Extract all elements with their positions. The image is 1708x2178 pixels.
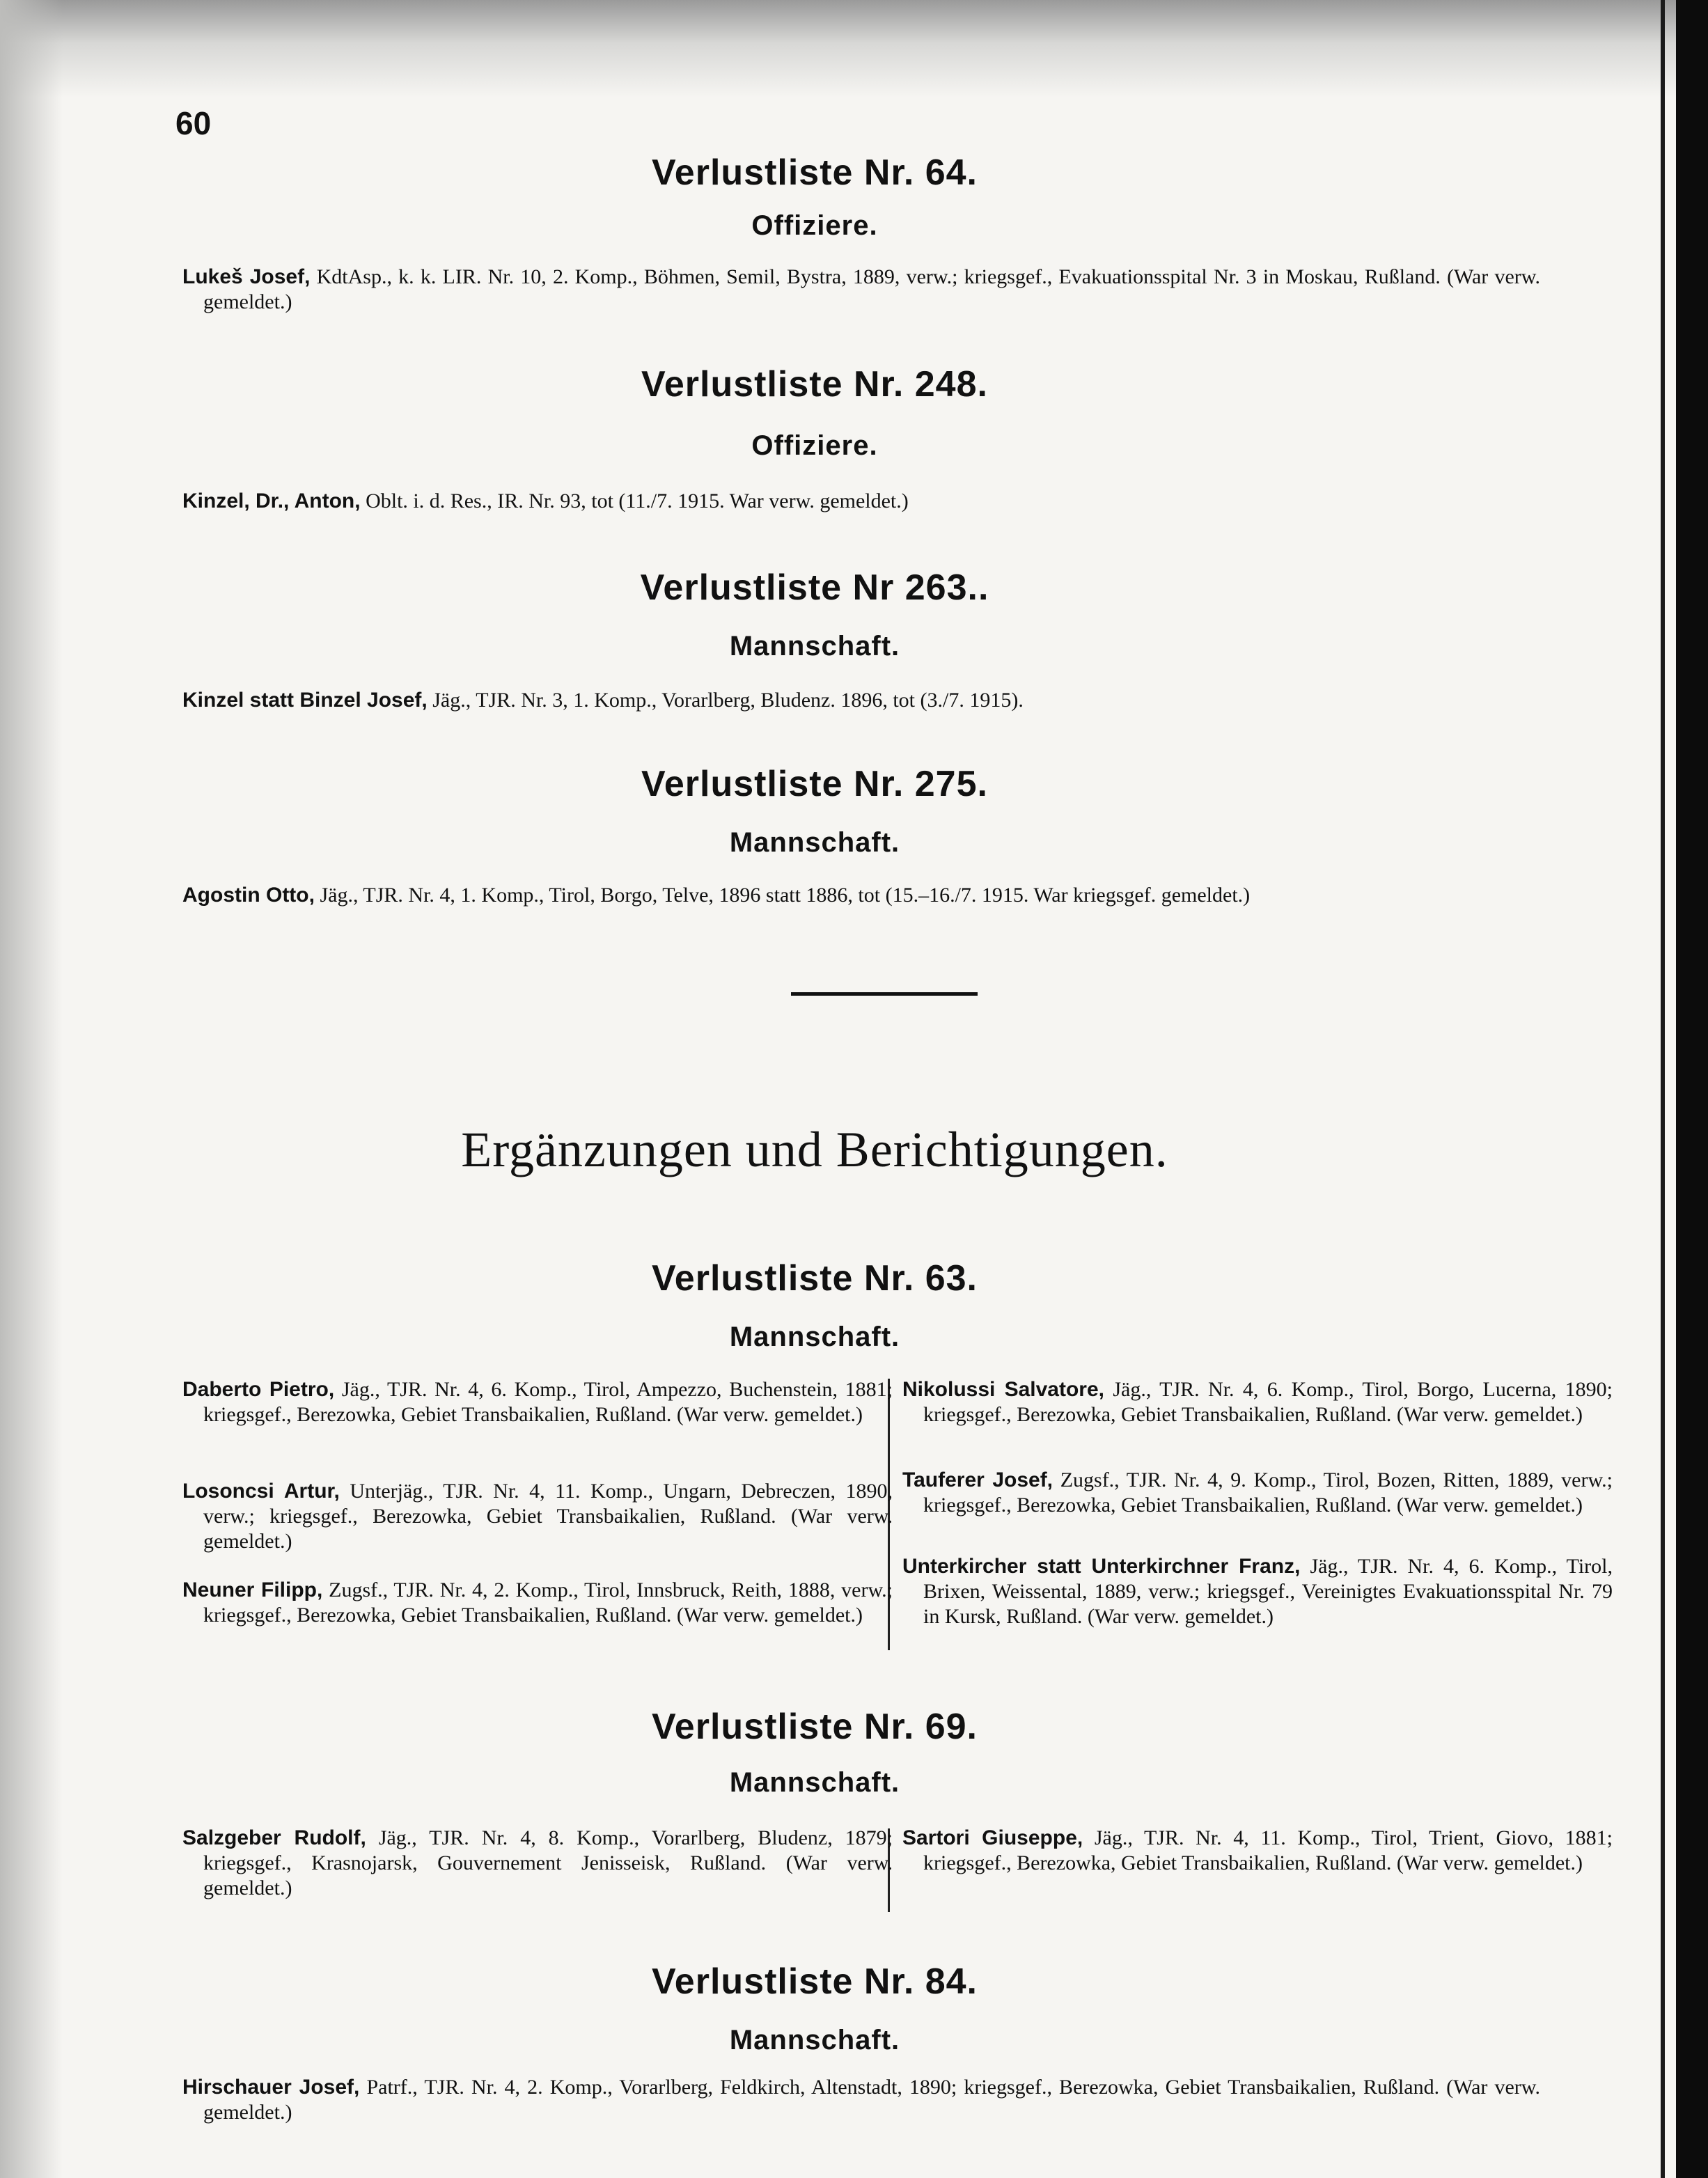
page-number: 60 (175, 105, 212, 141)
entry-text: KdtAsp., k. k. LIR. Nr. 10, 2. Komp., Böhmen, Semil, Bystra, 1889, verw.; kriegsgef., Evakuationsspital Nr. 3 in Moskau, Rußland. (War verw. gemeldet.) (203, 265, 1540, 313)
entry-name: Daberto Pietro, (182, 1378, 335, 1401)
right-margin-rule (1661, 0, 1665, 2178)
entry-name: Neuner Filipp, (182, 1578, 323, 1601)
entry-name: Losoncsi Artur, (182, 1480, 340, 1503)
section-heading: Verlustliste Nr. 64. (651, 152, 978, 193)
entry-text: Jäg., TJR. Nr. 4, 6. Komp., Tirol, Borgo, Lucerna, 1890; kriegsgef., Berezowka, Gebiet Transbaikalien, Rußland. (War verw. gemeldet.) (923, 1378, 1613, 1426)
scan-right-edge (1676, 0, 1708, 2178)
section-heading: Verlustliste Nr. 69. (651, 1707, 978, 1747)
section-subheading: Mannschaft. (729, 827, 900, 858)
entry-text: Jäg., TJR. Nr. 4, 8. Komp., Vorarlberg, Bludenz, 1879; kriegsgef., Krasnojarsk, Gouvernement Jenisseisk, Rußland. (War verw. gemeldet.) (203, 1826, 893, 1899)
entry-name: Kinzel statt Binzel Josef, (182, 689, 428, 712)
list-entry (902, 1377, 1613, 1427)
entry-name: Unterkircher statt Unterkirchner Franz, (902, 1555, 1301, 1578)
list-entry (182, 1377, 893, 1427)
list-entry (182, 2075, 1540, 2125)
section-subheading: Mannschaft. (729, 2025, 900, 2055)
section-heading: Verlustliste Nr. 63. (651, 1258, 978, 1299)
entry-name: Salzgeber Rudolf, (182, 1826, 366, 1849)
entry-text: Jäg., TJR. Nr. 4, 1. Komp., Tirol, Borgo, Telve, 1896 statt 1886, tot (15.–16./7. 1915. War kriegsgef. gemeldet.) (314, 884, 1251, 907)
section-heading: Verlustliste Nr. 248. (641, 364, 988, 405)
section-subheading: Mannschaft. (729, 631, 900, 661)
entry-text: Patrf., TJR. Nr. 4, 2. Komp., Vorarlberg, Feldkirch, Altenstadt, 1890; kriegsgef., Berezowka, Gebiet Transbaikalien, Rußland. (War verw. gemeldet.) (203, 2076, 1540, 2124)
supplement-title: Ergänzungen und Berichtigungen. (461, 1122, 1168, 1177)
entry-name: Sartori Giuseppe, (902, 1826, 1083, 1849)
entry-text: Jäg., TJR. Nr. 4, 6. Komp., Tirol, Ampezzo, Buchenstein, 1881; kriegsgef., Berezowka, Gebiet Transbaikalien, Rußland. (War verw. gemeldet.) (203, 1378, 893, 1426)
list-entry (902, 1826, 1613, 1876)
entry-text: Zugsf., TJR. Nr. 4, 2. Komp., Tirol, Innsbruck, Reith, 1888, verw.; kriegsgef., Berezowka, Gebiet Transbaikalien, Rußland. (War verw. gemeldet.) (203, 1578, 893, 1627)
section-heading: Verlustliste Nr. 84. (651, 1961, 978, 2002)
list-entry (182, 688, 1540, 713)
scan-left-shadow (0, 0, 63, 2178)
list-entry (182, 265, 1540, 315)
entry-name: Kinzel, Dr., Anton, (182, 489, 361, 512)
entry-text: Unterjäg., TJR. Nr. 4, 11. Komp., Ungarn, Debreczen, 1890, verw.; kriegsgef., Berezowka, Gebiet Transbaikalien, Rußland. (War verw. gemeldet.) (203, 1480, 893, 1553)
section-heading: Verlustliste Nr 263.. (640, 567, 989, 608)
entry-name: Tauferer Josef, (902, 1468, 1053, 1491)
entry-text: Jäg., TJR. Nr. 4, 11. Komp., Tirol, Trient, Giovo, 1881; kriegsgef., Berezowka, Gebiet Transbaikalien, Rußland. (War verw. gemeldet.) (923, 1826, 1613, 1874)
entry-name: Hirschauer Josef, (182, 2076, 360, 2099)
entry-text: Jäg., TJR. Nr. 4, 6. Komp., Tirol, Brixen, Weissental, 1889, verw.; kriegsgef., Vereinigtes Evakuationsspital Nr. 79 in Kursk, Rußland. (War verw. gemeldet.) (923, 1555, 1613, 1628)
scan-top-shadow (0, 0, 1708, 97)
list-entry (182, 1826, 893, 1901)
section-heading: Verlustliste Nr. 275. (641, 764, 988, 804)
list-entry (182, 883, 1540, 908)
section-subheading: Offiziere. (751, 430, 878, 461)
entry-name: Agostin Otto, (182, 884, 315, 907)
entry-name: Nikolussi Salvatore, (902, 1378, 1104, 1401)
section-subheading: Mannschaft. (729, 1322, 900, 1352)
section-subheading: Offiziere. (751, 210, 878, 241)
entry-text: Zugsf., TJR. Nr. 4, 9. Komp., Tirol, Bozen, Ritten, 1889, verw.; kriegsgef., Berezowka, Gebiet Transbaikalien, Rußland. (War verw. gemeldet.) (923, 1468, 1613, 1517)
list-entry (182, 1479, 893, 1554)
section-divider (791, 992, 978, 996)
entry-text: Jäg., TJR. Nr. 3, 1. Komp., Vorarlberg, Bludenz. 1896, tot (3./7. 1915). (427, 689, 1024, 712)
list-entry (182, 1578, 893, 1628)
section-subheading: Mannschaft. (729, 1767, 900, 1798)
list-entry (902, 1468, 1613, 1518)
list-entry (182, 489, 1540, 514)
entry-text: Oblt. i. d. Res., IR. Nr. 93, tot (11./7. 1915. War verw. gemeldet.) (360, 489, 909, 512)
entry-name: Lukeš Josef, (182, 265, 311, 288)
list-entry (902, 1554, 1613, 1629)
